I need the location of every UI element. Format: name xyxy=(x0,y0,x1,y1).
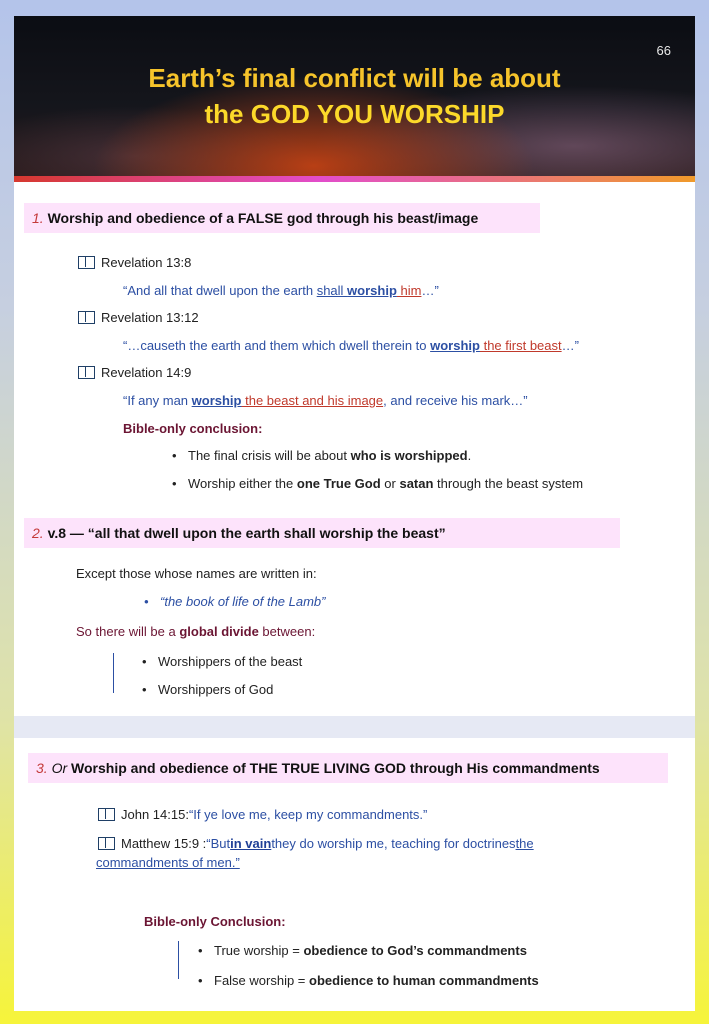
page-title xyxy=(14,60,695,132)
book-icon xyxy=(78,366,95,379)
quote-highlight: him xyxy=(396,283,422,298)
quote-highlight: the beast and his image xyxy=(241,393,384,408)
bullet-text: False worship = xyxy=(214,973,310,988)
bullet-bold: obedience to human commandments xyxy=(309,973,539,988)
bullet-text: Worship either the xyxy=(188,476,297,491)
bullet-text: True worship = xyxy=(214,943,304,958)
section-3-bullet-2 xyxy=(214,973,539,988)
ref-quote: they do worship me, teaching for doctrines xyxy=(271,836,516,851)
quote-worship: worship xyxy=(191,393,242,408)
list-divider-line xyxy=(113,653,114,693)
divide-text: So there will be a xyxy=(76,624,180,639)
ref-john-14-15 xyxy=(98,807,427,822)
section-1-bullet-2 xyxy=(188,476,583,491)
conclusion-divider-line xyxy=(178,941,179,979)
section-1-number: 1. xyxy=(32,210,44,226)
section-3-or: Or xyxy=(51,760,68,776)
quote-revelation-13-8 xyxy=(123,283,439,298)
ref-label: John 14:15: xyxy=(121,807,189,822)
bullet-text: The final crisis will be about xyxy=(188,448,351,463)
ref-quote-underline: the xyxy=(515,836,534,851)
quote-end: , and receive his mark…” xyxy=(383,393,528,408)
section-1-conclusion-label: Bible-only conclusion: xyxy=(123,421,263,436)
section-3-number: 3. xyxy=(36,760,48,776)
bullet-bold: satan xyxy=(399,476,434,491)
bullet-bold: obedience to God’s commandments xyxy=(303,943,527,958)
ref-revelation-14-9 xyxy=(78,365,191,380)
section-1-bullet-1 xyxy=(188,448,471,463)
ref-quote: “But xyxy=(206,836,231,851)
quote-revelation-13-12 xyxy=(123,338,579,353)
quote-end: …” xyxy=(561,338,579,353)
book-of-life-quote: • “the book of life of the Lamb” xyxy=(160,594,325,609)
ref-revelation-13-12 xyxy=(78,310,199,325)
ref-label: Revelation 13:12 xyxy=(101,310,199,325)
section-3-conclusion-label: Bible-only Conclusion: xyxy=(144,914,286,929)
bullet-text: or xyxy=(380,476,400,491)
quote-underline: shall xyxy=(316,283,348,298)
ref-quote-bold: in vain xyxy=(230,836,272,851)
quote-text: “…causeth the earth and them which dwell therein to xyxy=(123,338,431,353)
title-accent-band xyxy=(14,176,695,182)
ref-matthew-15-9 xyxy=(98,836,534,851)
bullet-text: through the beast system xyxy=(433,476,584,491)
ref-revelation-13-8 xyxy=(78,255,191,270)
section-1-title: Worship and obedience of a FALSE god through his beast/image xyxy=(47,210,479,226)
section-2-number: 2. xyxy=(32,525,44,541)
title-line-2: the GOD YOU WORSHIP xyxy=(204,99,505,129)
ref-label: Revelation 14:9 xyxy=(101,365,192,380)
book-icon xyxy=(78,311,95,324)
bullet-text: . xyxy=(467,448,472,463)
book-icon xyxy=(98,808,115,821)
title-line-1: Earth’s final conflict will be about xyxy=(148,63,561,93)
divide-item-1: • Worshippers of the beast xyxy=(158,654,302,669)
page-number: 66 xyxy=(656,43,671,58)
quote-worship: worship xyxy=(430,338,480,353)
divide-bold: global divide xyxy=(179,624,259,639)
quote-text: “And all that dwell upon the earth xyxy=(123,283,317,298)
book-icon xyxy=(78,256,95,269)
divide-item-2: • Worshippers of God xyxy=(158,682,273,697)
quote-text: “If any man xyxy=(123,393,192,408)
ref-quote: “If ye love me, keep my commandments.” xyxy=(188,807,428,822)
except-text: Except those whose names are written in: xyxy=(76,566,317,581)
book-icon xyxy=(98,837,115,850)
global-divide-text xyxy=(76,624,315,639)
section-1-heading xyxy=(24,203,540,233)
section-2-title: v.8 — “all that dwell upon the earth shall worship the beast” xyxy=(47,525,446,541)
divide-text: between: xyxy=(258,624,316,639)
bullet-bold: who is worshipped xyxy=(350,448,468,463)
title-banner xyxy=(14,16,695,182)
section-3-heading xyxy=(28,753,668,783)
ref-matthew-quote-continued: commandments of men.” xyxy=(96,855,240,870)
ref-label: Matthew 15:9 : xyxy=(121,836,207,851)
slide-page xyxy=(14,16,695,1011)
section-3-bullet-1 xyxy=(214,943,527,958)
section-2-heading xyxy=(24,518,620,548)
section-3-title: Worship and obedience of THE TRUE LIVING GOD through His commandments xyxy=(67,760,600,776)
quote-worship: worship xyxy=(347,283,397,298)
section-separator xyxy=(14,716,695,738)
quote-end: …” xyxy=(421,283,439,298)
quote-revelation-14-9 xyxy=(123,393,528,408)
bullet-bold: one True God xyxy=(296,476,381,491)
ref-label: Revelation 13:8 xyxy=(101,255,192,270)
quote-highlight: the first beast xyxy=(479,338,562,353)
